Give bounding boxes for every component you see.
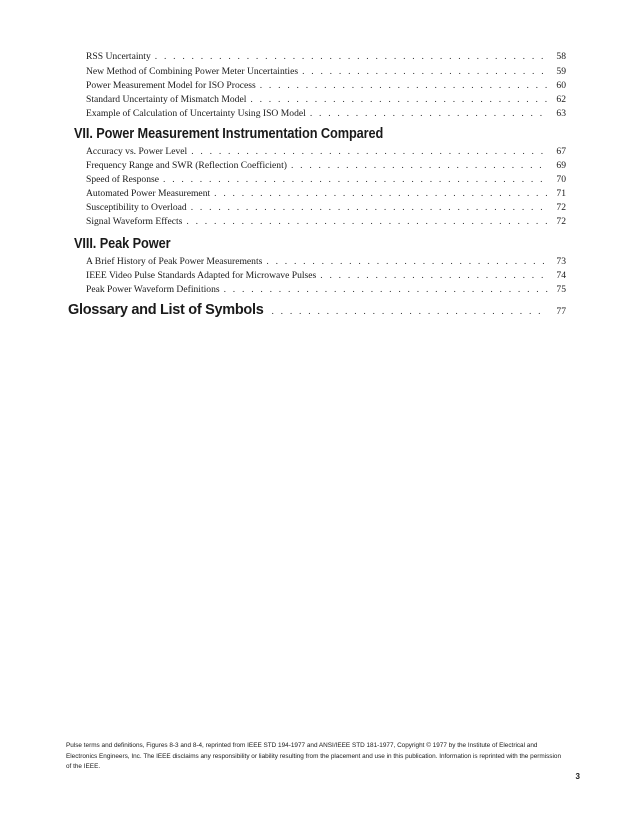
- toc-entry-title: A Brief History of Peak Power Measurements: [86, 256, 263, 267]
- dot-leader: [191, 145, 548, 159]
- dot-leader: [214, 187, 548, 201]
- dot-leader: [163, 173, 548, 187]
- toc-entry-title: Standard Uncertainty of Mismatch Model: [86, 94, 247, 105]
- toc-entry-title: RSS Uncertainty: [86, 51, 151, 62]
- dot-leader: [266, 255, 548, 269]
- dot-leader: [271, 306, 548, 317]
- toc-entry[interactable]: [86, 269, 566, 283]
- toc-entry[interactable]: [86, 50, 566, 64]
- toc-entry[interactable]: [86, 159, 566, 173]
- dot-leader: [260, 79, 548, 93]
- toc-entry[interactable]: [86, 255, 566, 269]
- dot-leader: [155, 50, 548, 64]
- toc-entry-page: 73: [556, 256, 566, 267]
- toc-entry[interactable]: [86, 79, 566, 93]
- toc-entry[interactable]: [86, 107, 566, 121]
- dot-leader: [250, 93, 548, 107]
- toc-entry-page: 72: [556, 202, 566, 213]
- glossary-title: Glossary and List of Symbols: [68, 302, 264, 318]
- toc-entry-title: Frequency Range and SWR (Reflection Coefficient): [86, 160, 287, 171]
- toc-entry-page: 60: [556, 80, 566, 91]
- toc-entry[interactable]: [86, 201, 566, 215]
- toc-entry-title: New Method of Combining Power Meter Uncertainties: [86, 66, 299, 77]
- toc-entry-page: 75: [556, 284, 566, 295]
- toc-entry-page: 69: [556, 160, 566, 171]
- toc-entry-title: Speed of Response: [86, 174, 160, 185]
- toc-entry-title: Automated Power Measurement: [86, 188, 211, 199]
- toc-entry[interactable]: [86, 93, 566, 107]
- toc-entry-page: 74: [556, 270, 566, 281]
- toc-entry-page: 67: [556, 146, 566, 157]
- toc-entry-title: Accuracy vs. Power Level: [86, 146, 188, 157]
- dot-leader: [191, 201, 548, 215]
- dot-leader: [224, 283, 548, 297]
- glossary-page: 77: [556, 306, 566, 317]
- toc-entry-page: 72: [556, 216, 566, 227]
- dot-leader: [320, 269, 548, 283]
- toc-entry[interactable]: [86, 215, 566, 229]
- toc-entry-title: Power Measurement Model for ISO Process: [86, 80, 256, 91]
- toc-entry[interactable]: [86, 187, 566, 201]
- page-number: 3: [575, 772, 580, 781]
- dot-leader: [186, 215, 548, 229]
- section-heading[interactable]: VII. Power Measurement Instrumentation Compared: [74, 126, 384, 142]
- toc-entry-page: 63: [556, 108, 566, 119]
- toc-entry-title: Susceptibility to Overload: [86, 202, 187, 213]
- toc-entry-title: IEEE Video Pulse Standards Adapted for Microwave Pulses: [86, 270, 317, 281]
- dot-leader: [302, 65, 548, 79]
- footnote: Pulse terms and definitions, Figures 8-3 and 8-4, reprinted from IEEE STD 194-1977 and ANSI/IEEE STD 181-1977, Copyright © 1977 by the Institute of Electrical and Electronics Engineers, Inc. The IEEE disclaims any responsibility or liability resulting from the placement and use in this publication. Information is reprinted with the permission of the IEEE.: [66, 742, 562, 770]
- toc-entry-title: Signal Waveform Effects: [86, 216, 183, 227]
- toc-entry[interactable]: [86, 145, 566, 159]
- toc-entry[interactable]: [86, 65, 566, 79]
- section-heading[interactable]: VIII. Peak Power: [74, 236, 171, 252]
- dot-leader: [291, 159, 548, 173]
- toc-entry-page: 71: [556, 188, 566, 199]
- toc-entry-page: 58: [556, 51, 566, 62]
- toc-entry[interactable]: [86, 283, 566, 297]
- toc-entry-title: Example of Calculation of Uncertainty Using ISO Model: [86, 108, 306, 119]
- dot-leader: [310, 107, 548, 121]
- toc-entry-page: 59: [556, 66, 566, 77]
- toc-entry-page: 62: [556, 94, 566, 105]
- toc-entry-page: 70: [556, 174, 566, 185]
- toc-entry-title: Peak Power Waveform Definitions: [86, 284, 220, 295]
- toc-entry[interactable]: [86, 173, 566, 187]
- toc-glossary-entry[interactable]: [68, 302, 566, 320]
